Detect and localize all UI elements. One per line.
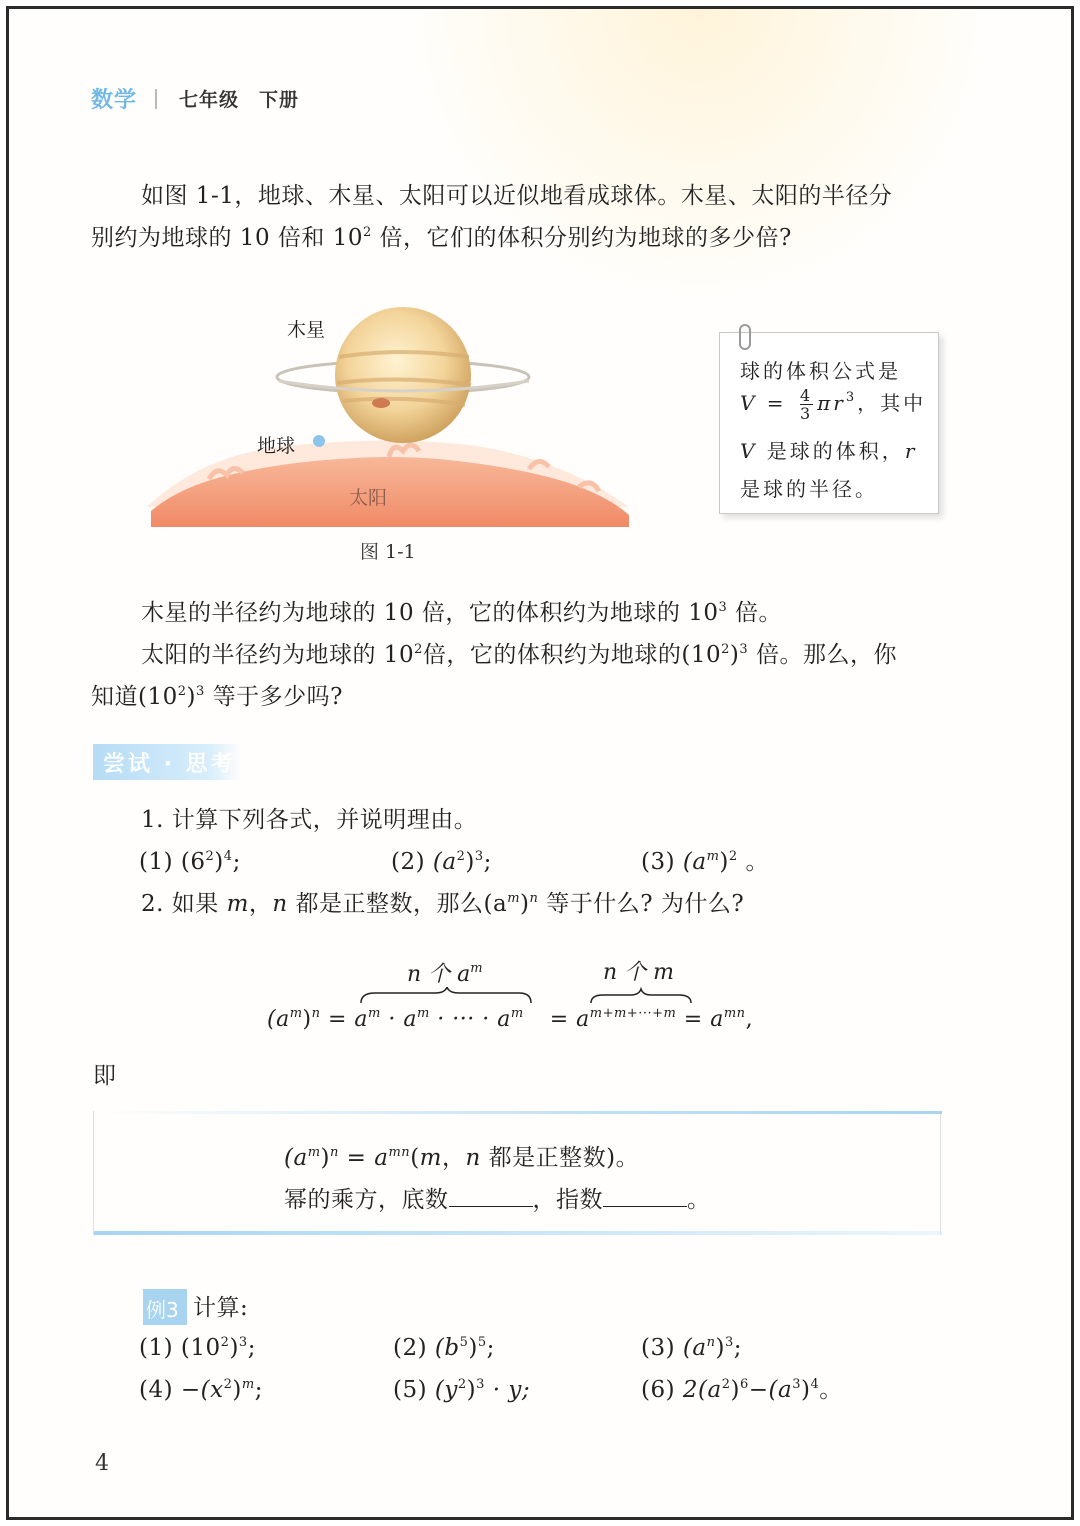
- question-1-item-1: (1) $(6^2)^4$;: [139, 849, 241, 875]
- section-tag-try-think: 尝试 · 思考: [93, 744, 241, 780]
- jupiter-spot: [372, 398, 390, 408]
- earth: [313, 435, 325, 447]
- page-number: 4: [95, 1451, 109, 1476]
- note-line-2: V = $\frac{4}{3}$ $\pi r^3$，其中: [740, 386, 927, 423]
- example-item-3: (3) $(a^n)^3$;: [641, 1335, 742, 1361]
- derivation-equation: $(a^m)^n = a^m \cdot a^m$ · ··· · $a^m = a^{m+m+\cdot\cdot\cdot+m} = a^{mn}$,: [267, 1006, 754, 1032]
- label-earth: 地球: [257, 435, 296, 457]
- header-subject: 数学: [91, 87, 138, 113]
- rule-fill-in: 幂的乘方，底数 ，指数 。: [284, 1187, 711, 1213]
- jupiter: [335, 307, 471, 443]
- example-tag: 例3: [143, 1289, 187, 1325]
- ji-text: 即: [93, 1063, 117, 1089]
- question-1-item-3: (3) $(a^m)^2$ 。: [641, 849, 769, 875]
- label-jupiter: 木星: [287, 319, 326, 341]
- figure-caption: 图 1-1: [360, 541, 416, 563]
- example-title: 计算:: [193, 1295, 249, 1321]
- brace-label-n-am: n 个 $a^m$: [407, 961, 483, 987]
- blank-base[interactable]: [449, 1185, 533, 1207]
- para2-line-2: 太阳的半径约为地球的 $10^2$倍，它的体积约为地球的$(10^2)^3$ 倍。那么，你: [141, 642, 897, 668]
- header-grade: 七年级 下册: [179, 89, 300, 111]
- figure-sun-jupiter-earth: [139, 297, 639, 533]
- rule-box-bottom-bar: [94, 1231, 942, 1235]
- question-2: 2. 如果 m，n 都是正整数，那么$(a^m)^n$ 等于什么? 为什么?: [141, 891, 745, 917]
- intro-line-1: 如图 1-1，地球、木星、太阳可以近似地看成球体。木星、太阳的半径分: [141, 183, 893, 209]
- paperclip-icon: [739, 324, 751, 350]
- textbook-page: [6, 6, 1074, 1520]
- header-separator: [155, 89, 157, 109]
- formula-note: [719, 332, 939, 514]
- example-item-4: $(4) -(x^2)^m$;: [139, 1377, 263, 1403]
- rule-box: [93, 1111, 941, 1235]
- brace-label-n-m: n 个 m: [603, 960, 675, 985]
- label-sun: 太阳: [349, 487, 388, 509]
- example-item-5: (5) $(y^2)^3 \cdot y$;: [393, 1377, 531, 1403]
- example-item-1: (1) $(10^2)^3$;: [139, 1335, 256, 1361]
- blank-exponent[interactable]: [603, 1185, 687, 1207]
- para2-line-3: 知道$(10^2)^3$ 等于多少吗?: [91, 684, 343, 710]
- rule-box-top-bar: [94, 1111, 942, 1114]
- note-line-1: 球的体积公式是: [740, 359, 901, 383]
- para2-line-1: 木星的半径约为地球的 10 倍，它的体积约为地球的 $10^3$ 倍。: [141, 600, 783, 626]
- intro-line-2: 别约为地球的 10 倍和 $10^2$ 倍，它们的体积分别约为地球的多少倍?: [91, 225, 792, 251]
- example-item-2: (2) $(b^5)^5$;: [393, 1335, 495, 1361]
- question-1-item-2: (2) $(a^2)^3$;: [391, 849, 492, 875]
- note-line-4: 是球的半径。: [740, 477, 878, 501]
- rule-formula: $(a^m)^n = a^{mn}(m$，n 都是正整数)。: [284, 1145, 640, 1171]
- question-1: 1. 计算下列各式，并说明理由。: [141, 807, 478, 833]
- example-item-6: (6) $2(a^2)^6-(a^3)^4$。: [641, 1377, 843, 1403]
- note-line-3: V 是球的体积，r: [740, 439, 918, 463]
